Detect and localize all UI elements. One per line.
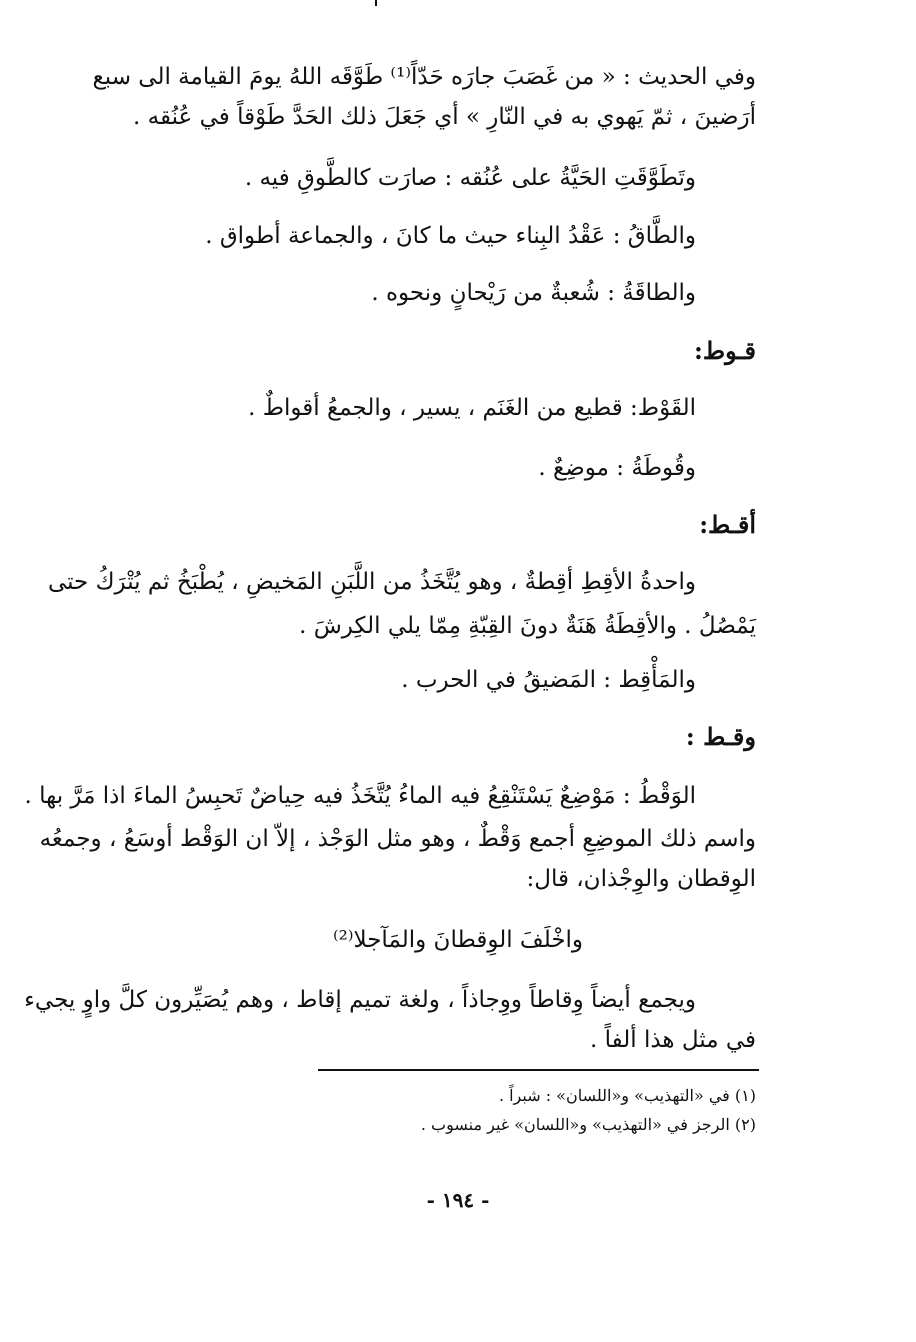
body-line: يَمْصُلُ . والأقِطَةُ هَنَةٌ دونَ القِبّةِ مِمّا يلي الكِرشَ . bbox=[299, 613, 756, 639]
body-line: وفي الحديث : « من غَصَبَ جارَه حَدّاً⁽¹⁾ طَوَّقَه اللهُ يومَ القيامة الى سبع bbox=[92, 64, 756, 90]
body-line: وقُوطَةُ : موضِعٌ . bbox=[538, 455, 696, 481]
body-line: والمَأْقِط : المَضيقُ في الحرب . bbox=[401, 667, 696, 693]
body-line: الوَقْطُ : مَوْضِعٌ يَسْتَنْقِعُ فيه الماءُ يُتَّخَذُ فيه حِياضٌ تَحبِسُ الماءَ اذا مَرَّ بها . bbox=[24, 783, 696, 809]
body-line: الوِقطان والوِجْذان، قال: bbox=[526, 866, 756, 892]
body-line: أرَضينَ ، ثمّ يَهوي به في النّارِ » أي جَعَلَ ذلك الحَدَّ طَوْقاً في عُنُقه . bbox=[133, 104, 756, 130]
entry-heading: وقـط : bbox=[685, 722, 756, 751]
page-number: - ١٩٤ - bbox=[426, 1188, 490, 1212]
body-line: في مثل هذا ألفاً . bbox=[589, 1027, 756, 1053]
entry-heading: قـوط: bbox=[694, 336, 756, 365]
footnote-rule bbox=[318, 1069, 759, 1071]
body-line: وتَطَوَّقَتِ الحَيَّةُ على عُنُقه : صارَت كالطَّوقِ فيه . bbox=[244, 165, 696, 191]
body-line: والطَّاقُ : عَقْدُ البِناء حيث ما كانَ ، والجماعة أطواق . bbox=[205, 223, 696, 249]
body-line: ويجمع أيضاً وِقاطاً ووِجاذاً ، ولغة تميم إقاط ، وهم يُصَيِّرون كلَّ واوٍ يجيء bbox=[24, 987, 696, 1013]
body-line: واحدةُ الأقِطِ أقِطةٌ ، وهو يُتَّخَذُ من اللَّبَنِ المَخيضِ ، يُطْبَخُ ثم يُتْرَكُ حتى bbox=[47, 569, 696, 595]
verse-line: واخْلَفَ الوِقطانَ والمَآجلا⁽²⁾ bbox=[332, 927, 584, 953]
body-line: والطاقَةُ : شُعبةٌ من رَيْحانٍ ونحوه . bbox=[371, 280, 696, 306]
footnote: (١) في «التهذيب» و«اللسان» : شبراً . bbox=[498, 1086, 756, 1105]
footnote: (٢) الرجز في «التهذيب» و«اللسان» غير منسوب . bbox=[420, 1115, 756, 1134]
entry-heading: أقـط: bbox=[699, 510, 756, 539]
body-line: القَوْط: قطيع من الغَنَم ، يسير ، والجمعُ أقواطٌ . bbox=[248, 395, 696, 421]
body-line: واسم ذلك الموضِعِ أجمع وَقْطٌ ، وهو مثل الوَجْذ ، إلاّ ان الوَقْط أوسَعُ ، وجمعُه bbox=[39, 826, 756, 852]
scan-mark bbox=[375, 0, 377, 6]
